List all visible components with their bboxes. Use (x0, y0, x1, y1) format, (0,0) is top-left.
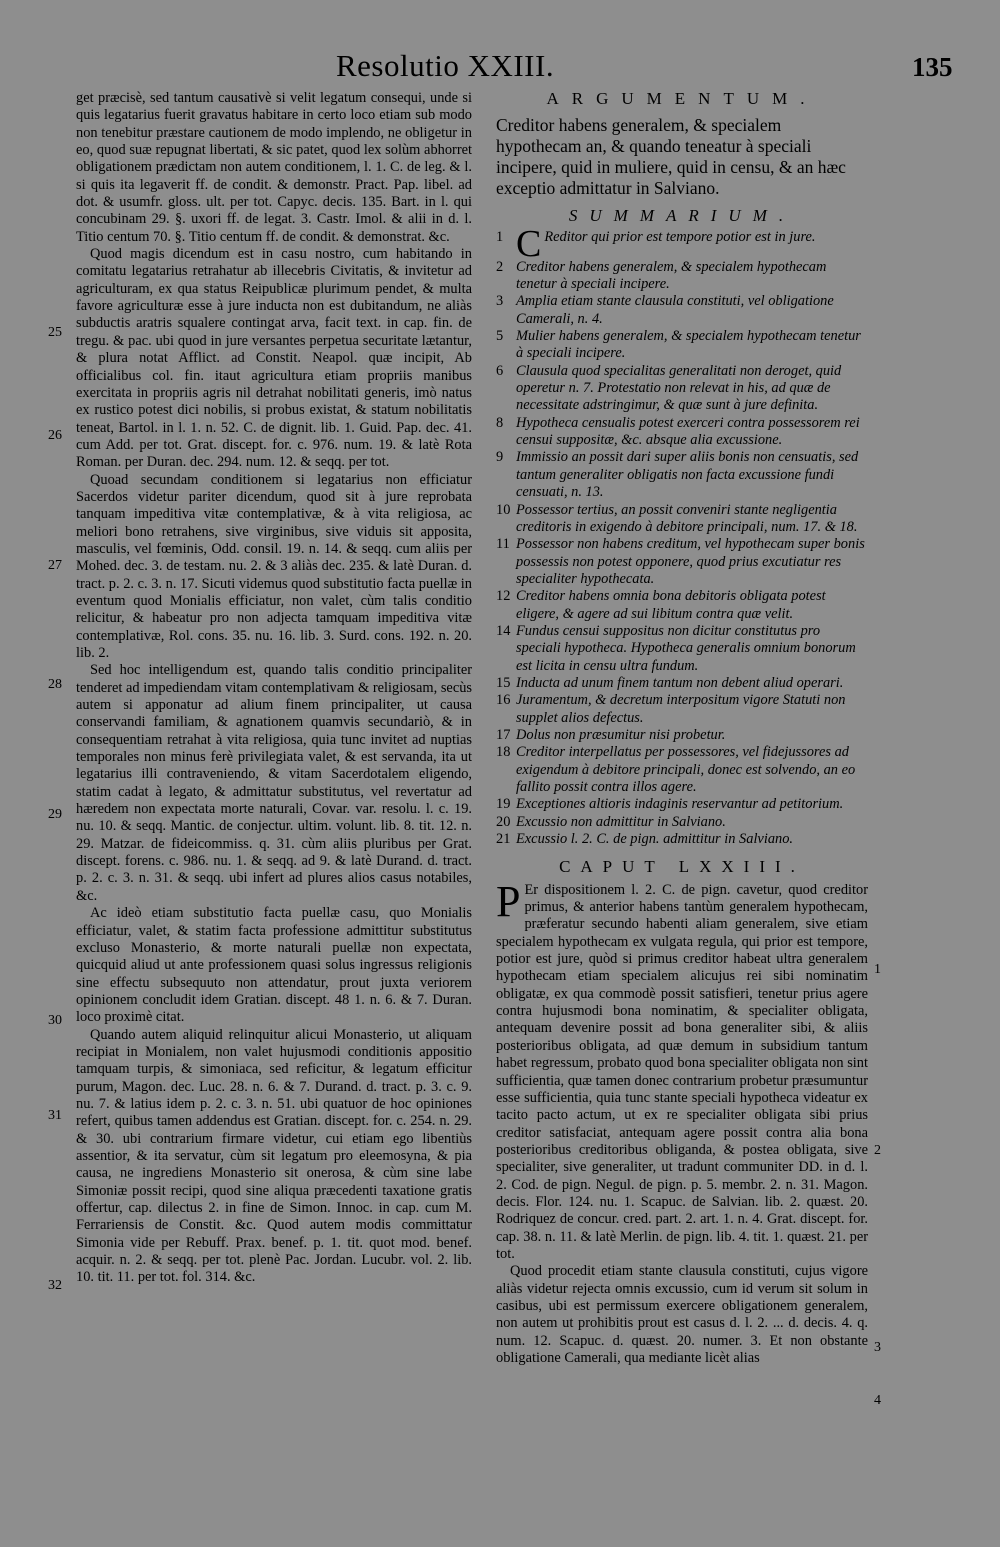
summarium-text: Clausula quod specialitas generalitati non deroget, quid operetur n. 7. Protestatio non relevat in his, ad quæ de necessitate adstringimur, & quæ sunt à jure definita. (516, 362, 842, 414)
summarium-number: 21 (496, 831, 511, 848)
summarium-text: Possessor non habens creditum, vel hypothecam super bonis possessis non potest opponere, quod prius excutiatur res specialiter hypothecata. (516, 536, 865, 587)
summarium-text: Creditor interpellatus per possessores, vel fidejussores ad exigendum à debitore principali, donec est solvendo, an eo fallito possit contra illos agere. (516, 744, 856, 795)
summarium-text: Mulier habens generalem, & specialem hypothecam tenetur à speciali incipere. (516, 328, 861, 362)
summarium-number: 17 (496, 726, 511, 743)
summarium-item (496, 536, 868, 588)
summarium-item (496, 675, 868, 692)
summarium-number: 15 (496, 674, 511, 691)
margin-number: 2 (874, 1143, 881, 1158)
summarium-text: Immissio an possit dari super aliis bonis non censuatis, sed tantum generaliter obligatis non facta excussione fundi censuati, n. 13. (516, 449, 859, 501)
summarium-number: 18 (496, 744, 511, 761)
summarium-item (496, 831, 868, 848)
summarium-item (496, 744, 868, 796)
summarium-number: 6 (496, 362, 504, 379)
margin-number: 30 (48, 1013, 62, 1028)
margin-number: 31 (48, 1108, 62, 1123)
summarium-item (496, 796, 868, 813)
summarium-text: Fundus censui suppositus non dicitur constitutus pro speciali hypotheca. Hypotheca generalis omnium bonorum est licita in censu ultra fundum. (516, 622, 856, 674)
summarium-item (496, 415, 868, 450)
margin-number: 3 (874, 1340, 881, 1355)
summarium-number: 12 (496, 588, 511, 605)
summarium-text: Creditor habens omnia bona debitoris obligata potest eligere, & agere ad sui libitum contra quæ velit. (516, 588, 826, 622)
summarium-text: Creditor habens generalem, & specialem hypothecam tenetur à speciali incipere. (516, 258, 827, 293)
argumentum-heading: ARGUMENTUM. (546, 89, 818, 108)
summarium-item (496, 502, 868, 537)
summarium-item (496, 293, 868, 328)
summarium-item (496, 449, 868, 501)
paragraph: Ac ideò etiam substitutio facta puellæ casu, quo Monialis efficiatur, valet, & statim facta professione admittitur substitutus excluso Monasterio, & morte naturali puellæ non expectata, quicquid aliud ut ante professionem quasi solus ingressus religionis sine effectu subsequuto non attendatur, prout juxta veriorem opinionem concludit idem Gratian. discept. 48 1. n. 6. & 7. Duran. loco proximè citat. (76, 905, 472, 1026)
margin-number: 25 (48, 325, 62, 340)
summarium-item (496, 814, 868, 831)
paragraph-text: Er dispositionem l. 2. C. de pign. cavetur, quod creditor primus, & anterior habens tantùm generalem hypothecam, præferatur secundo habenti aliam generalem, sive etiam specialem hypothecam ex vulgata regula, qui prior est tempore, potior est jure, quòd si primus creditor habeat ultra generalem hypothecam etiam specialem alicujus rei sibi nominatim obligatæ, ex qua commodè possit satisfieri, tenetur prius agere contra hujusmodi bona nominatim, & specialiter obligata, antequam devenire possit ad bona generaliter sibi, & aliis posterioribus obligata, ad quæ demum in subsidium tantum habet regressum, probato quod bona specialiter obligata non sint sufficientia, quæ tamen donec contrarium probetur præsumuntur esse sufficientia, quia tunc stante speciali hypotheca videatur ex tacito pacto actum, ut ex re specialiter obligata sibi prius creditor satisfaciat, antequam agere possit contra alia bona posterioribus creditoribus obliganda, & postea obligata, sive specialiter, sive generaliter, ut tradunt communiter DD. in d. l. 2. Cod. de pign. Negul. de pign. p. 5. membr. 2. n. 31. Magon. decis. Flor. 124. nu. 1. Scapuc. de Salvian. lib. 2. quæst. 20. Rodriquez de concur. cred. part. 2. art. 1. n. 4. Grat. discept. for. cap. 38. n. 11. & latè Merlin. de pign. lib. 4. tit. 1. quæst. 21. per tot. (496, 881, 868, 1262)
summarium-text: Hypotheca censualis potest exerceri contra possessorem rei censui suppositæ, &c. absque alia excussione. (516, 414, 860, 449)
summarium-text: Exceptiones altioris indaginis reservantur ad petitorium. (516, 796, 844, 813)
summarium-item (496, 328, 868, 363)
summarium-text: Juramentum, & decretum interpositum vigore Statuti non supplet alios defectus. (516, 692, 846, 726)
margin-number: 4 (874, 1393, 881, 1408)
summarium-number: 16 (496, 692, 511, 709)
margin-number: 29 (48, 807, 62, 822)
summarium-text: Amplia etiam stante clausula constituti, vel obligatione Camerali, n. 4. (516, 293, 834, 327)
paragraph: Quando autem aliquid relinquitur alicui Monasterio, ut aliquam recipiat in Monialem, non valet hujusmodi conditionis appositio tamquam turpis, & simoniaca, sed reficitur, & legatum efficitur purum, Magon. dec. Luc. 28. n. 6. & 7. Durand. d. tract. p. 3. c. 9. nu. 7. & latius idem p. 2. c. 3. n. 51. ubi quatuor de hoc opiniones refert, quibus tamen addendus est Gratian. discept. for. c. 254. n. 29. & 30. ubi contrarium firmare videtur, cui etiam ego libentiùs assentior, & ita servatur, cùm sit legatum pro eleemosyna, & pia causa, ne ingrediens Monasterio sit onerosa, & cùm sine labe Simoniæ possit recipi, quod sine aliqua præcedenti taxatione gratis offertur, cap. dilectus 2. in fine de Simon. Innoc. in cap. cum M. Ferrariensis de Constit. &c. Quod autem modis committatur Simonia vide per Rebuff. Prax. benef. p. 1. tit. quot mod. benef. acquir. n. 2. & seqq. per tot. plenè Pac. Jordan. Lucubr. vol. 2. lib. 10. tit. 11. per tot. fol. 314. &c. (76, 1026, 472, 1286)
left-column (76, 90, 472, 1287)
margin-number: 32 (48, 1278, 62, 1293)
summarium-number: 5 (496, 328, 504, 345)
summarium-text-body: Reditor qui prior est tempore potior est in jure. (544, 228, 816, 245)
summarium-text: Excussio non admittitur in Salviano. (516, 813, 726, 830)
summarium-item (496, 259, 868, 294)
summarium-text (516, 222, 868, 265)
summarium-item (496, 588, 868, 623)
summarium-list (496, 222, 868, 849)
paragraph: Quoad secundam conditionem si legatarius non efficiatur Sacerdos videtur pariter dicendum, quod sit à jure reprobata tanquam impeditiva vitæ contemplativæ, & à vita religiosa, ac meliori bono retrahens, sive virginibus, sive viduis sit apposita, masculis, vel fœminis, Odd. consil. 19. n. 14. & seqq. cum aliis per Mohed. dec. 3. de testam. nu. 2. & 3 aliàs dec. 235. & latè Duran. d. tract. p. 2. c. 3. n. 17. Sicuti videmus quod substitutio facta puellæ in eventum quod Monialis efficiatur, non valet, cùm talis conditio relicitur, & habeatur pro non adjecta tamquam impeditiva vitæ contemplativæ, Rol. cons. 35. nu. 16. lib. 3. Surd. cons. 192. n. 20. lib. 2. (76, 471, 472, 661)
paragraph: Quod procedit etiam stante clausula constituti, cujus vigore aliàs videtur rejecta omnis excussio, cum id verum sit solum in casibus, ubi est permissum exercere obligationem generalem, non autem ut prohibitis prout est casus d. l. 2. ... d. decis. 4. q. num. 12. Scapuc. d. quæst. 20. numer. 3. Et non obstante obligatione Camerali, qua mediante licèt alias (496, 1263, 868, 1366)
summarium-number: 1 (496, 228, 504, 245)
summarium-item (496, 727, 868, 744)
summarium-number: 14 (496, 622, 511, 639)
summarium-number: 2 (496, 258, 504, 275)
caput-heading: CAPUT LXXIII. (559, 857, 805, 877)
paragraph (496, 876, 868, 1264)
summarium-number: 9 (496, 449, 504, 466)
summarium-number: 10 (496, 501, 511, 518)
page-number: 135 (912, 52, 953, 82)
running-title: Resolutio XXIII. (336, 48, 555, 83)
margin-number: 26 (48, 428, 62, 443)
paragraph: Quod magis dicendum est in casu nostro, cum habitando in comitatu legatarius retrahatur ab illecebris Civitatis, & invitetur ad agriculturam, ex qua status Reipublicæ plurimum pendet, & multa favore agriculturæ esse à jure inducta non est dubitandum, ne aliàs subductis aratris squalere contingat arva, facit text. in cap. fin. de tregu. & pac. ubi quod in jure versantes perpetua securitate lætantur, & plura notat Afflict. ad Constit. Neapol. quæ incipit, Ab officialibus col. fin. itaut agricultura etiam propriis manibus exercitata in propriis agris nil detrahat nobilitati generis, imò natus ex rustico potest dici nobilis, si probus existat, & statum nobilitatis teneat, Bartol. in l. 1. n. 52. C. de dignit. lib. 1. Guid. Pap. dec. 41. cum Add. per tot. Grat. discept. for. c. 976. num. 19. & latè Rota Roman. per Duran. dec. 294. num. 12. & seqq. per tot. (76, 246, 472, 471)
summarium-number: 11 (496, 536, 510, 553)
summarium-text: Possessor tertius, an possit conveniri stante negligentia creditoris in exigendo à debitore principali, num. 17. & 18. (516, 501, 858, 535)
argumentum-text: Creditor habens generalem, & specialem hypothecam an, & quando teneatur à speciali incipere, quid in muliere, quid in censu, & an hæc exceptio admittatur in Salviano. (496, 115, 846, 199)
summarium-heading: SUMMARIUM. (568, 206, 796, 226)
page-header (0, 48, 1000, 92)
paragraph: get præcisè, sed tantum causativè si velit legatum consequi, unde si quis legatarius fuerit gravatus habitare in certo loco etiam sub modo non tenebitur præstare cautionem de modo implendo, ne obligetur in eo, quod suæ repugnat libertati, & sic patet, quod lex solùm abhorret obligationem prædictam non autem conditionem, l. 1. C. de leg. & l. si quis ita legaverit ff. de condit. & demonstr. Pract. Pap. libel. ad dot. & usumfr. gloss. ult. per tot. Capyc. decis. 135. Bart. in l. qui concubinam 29. §. uxori ff. de legat. 3. Castr. Imol. & alii in d. l. Titio centum 70. §. Titio centum ff. de condit. & demonstrat. &c. (76, 90, 472, 245)
drop-cap: P (496, 876, 521, 926)
margin-number: 27 (48, 558, 62, 573)
summarium-number: 8 (496, 414, 504, 431)
drop-cap: C (516, 222, 542, 265)
summarium-item (496, 363, 868, 415)
margin-number: 1 (874, 962, 881, 977)
summarium-text: Dolus non præsumitur nisi probetur. (516, 726, 726, 743)
summarium-item (496, 692, 868, 727)
right-column (496, 90, 868, 1367)
paragraph: Sed hoc intelligendum est, quando talis conditio principaliter tenderet ad impediendam vitam contemplativam & religiosam, secùs autem si apponatur ad alium finem principaliter, ut causa conservandi familiam, & agnationem quamvis secundariò, & in consequentiam retrahat à vita religiosa, quia tunc invitet ad nuptias temporales non minus ferè privilegiata valet, & est servanda, ita ut legatarius illi contraveniendo, & vitam Sacerdotalem eligendo, statim cadat à legato, & admittatur substitutus, vel revertatur ad hæredem non expectata morte naturali, Covar. var. resolu. l. c. 19. nu. 10. & seqq. Mantic. de conjectur. ultim. volunt. lib. 8. tit. 12. n. 29. Matzar. de fideicommiss. q. 31. cùm aliis pluribus per Grat. discept. forens. c. 986. nu. 1. & seqq. ad 9. & latè Durand. d. tract. p. 2. c. 3. n. 31. & seqq. ubi infert ad plures alios casus notabiles, &c. (76, 662, 472, 904)
summarium-number: 3 (496, 293, 504, 310)
summarium-number: 19 (496, 796, 511, 813)
summarium-item (496, 623, 868, 675)
summarium-item (496, 222, 868, 265)
summarium-number: 20 (496, 813, 511, 830)
summarium-text: Excussio l. 2. C. de pign. admittitur in Salviano. (516, 831, 794, 848)
summarium-text: Inducta ad unum finem tantum non debent aliud operari. (516, 674, 844, 691)
margin-number: 28 (48, 677, 62, 692)
